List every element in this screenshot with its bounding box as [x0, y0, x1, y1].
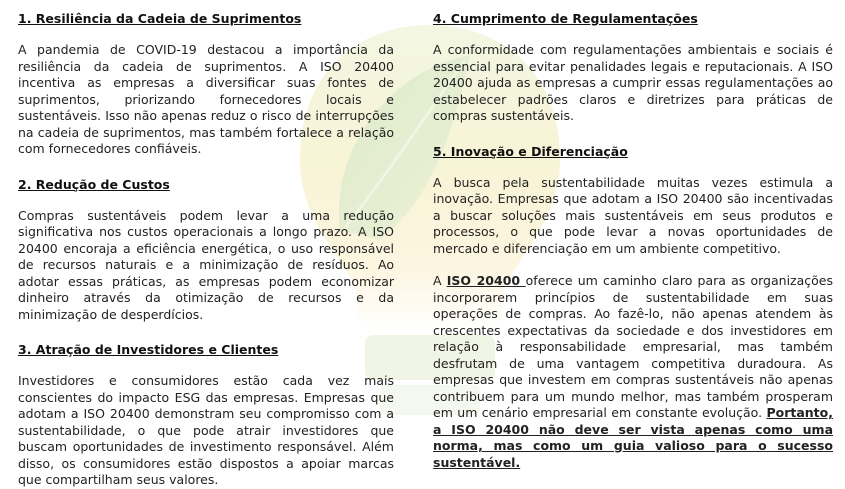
section-body-2: Compras sustentáveis podem levar a uma redução significativa nos custos operacionais a longo prazo. A ISO 20400 encoraja a eficiência energética, o uso responsável de recursos naturais e a minimização de resíduos. Ao adotar essas práticas, as empresas podem economizar dinheiro através da otimização de recursos e da minimização de desperdícios.: [18, 207, 394, 322]
section-heading-5: 5. Inovação e Diferenciação: [433, 143, 628, 159]
section-body-1: A pandemia de COVID-19 destacou a importância da resiliência da cadeia de suprimentos. A ISO 20400 incentiva as empresas a diversificar suas fontes de suprimentos, priorizando fornecedores locais e sustentáveis. Isso não apenas reduz o risco de interrupções na cadeia de suprimentos, mas também fortalece a relação com fornecedores confiáveis.: [18, 42, 394, 156]
section-heading-1: 1. Resiliência da Cadeia de Suprimentos: [18, 11, 302, 26]
conclusion-iso-term: ISO 20400: [446, 273, 526, 288]
section-body-5: A busca pela sustentabilidade muitas vezes estimula a inovação. Empresas que adotam a ISO 20400 são incentivadas a buscar soluções mais sustentáveis em seus produtos e processos, o que pode levar a novas oportunidades de mercado e diferenciação em um ambiente competitivo.: [433, 174, 833, 256]
section-body-4: A conformidade com regulamentações ambientais e sociais é essencial para evitar penalidades legais e reputacionais. A ISO 20400 ajuda as empresas a cumprir essas regulamentações ao estabelecer padrões claros e diretrizes para práticas de compras sustentáveis.: [433, 42, 833, 123]
section-heading-4: 4. Cumprimento de Regulamentações: [433, 11, 698, 26]
conclusion-prefix: A: [433, 273, 447, 288]
section-heading-3: 3. Atração de Investidores e Clientes: [18, 342, 279, 357]
conclusion-emphasis: Portanto, a ISO 20400 não deve ser vista apenas como uma norma, mas como um guia valioso para o sucesso sustentável.: [433, 405, 833, 470]
left-column: [18, 8, 394, 489]
section-body-3: Investidores e consumidores estão cada vez mais conscientes do impacto ESG das empresas. Empresas que adotam a ISO 20400 demonstram seu compromisso com a sustentabilidade, o que pode atrair investidores que buscam oportunidades de investimento responsável. Além disso, os consumidores estão dispostos a apoiar marcas que compartilham seus valores.: [18, 373, 394, 487]
conclusion-paragraph: [433, 273, 833, 471]
section-heading-2: 2. Redução de Custos: [18, 176, 170, 192]
right-column: [433, 8, 833, 471]
conclusion-text: oferece um caminho claro para as organizações incorporarem princípios de sustentabilidade em suas operações de compras. Ao fazê-lo, não apenas atendem às crescentes expectativas da sociedade e dos investidores em relação à responsabilidade empresarial, mas também desfrutam de uma vantagem competitiva duradoura. As empresas que investem em compras sustentáveis não apenas contribuem para um mundo melhor, mas também prosperam em um cenário empresarial em constante evolução.: [433, 273, 833, 420]
